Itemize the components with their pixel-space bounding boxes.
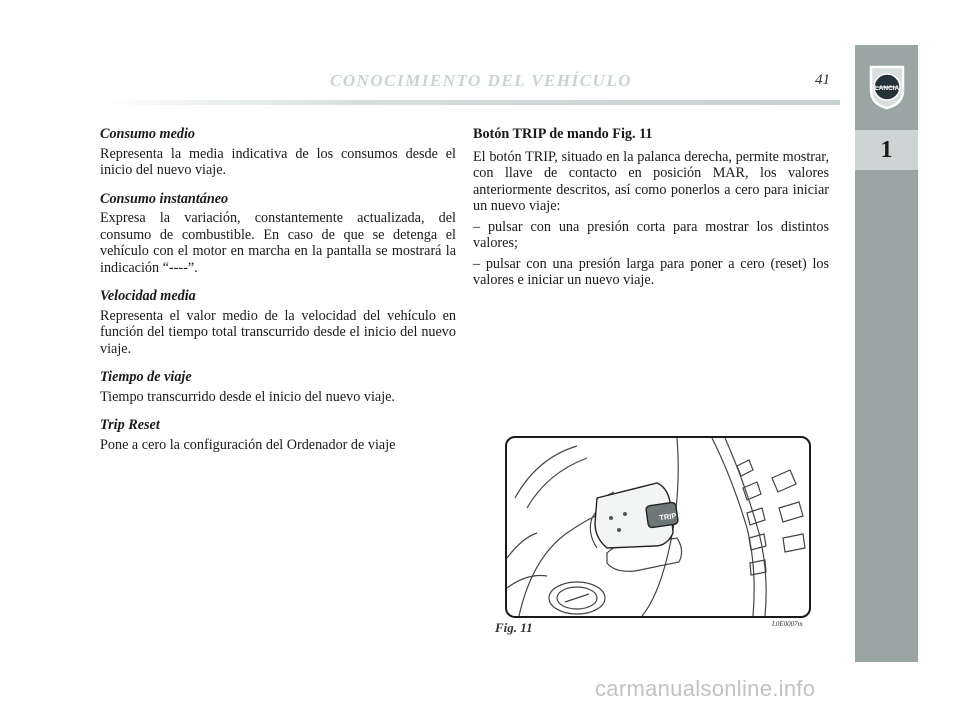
section-heading: Tiempo de viaje	[100, 369, 192, 385]
trip-stalk-drawing	[507, 438, 809, 616]
section-text: Expresa la variación, constantemente actualizada, del consumo de combustible. En caso de que se detenga el vehículo con el motor en marcha en la pantalla se mostrará la indicación “----”.	[100, 210, 456, 276]
brand-logo-box	[855, 45, 918, 128]
page-header-title: CONOCIMIENTO DEL VEHÍCULO	[330, 71, 632, 90]
section-heading: Consumo medio	[100, 126, 195, 142]
trip-button-label: TRIP	[658, 511, 677, 523]
section-trip-reset	[100, 417, 456, 453]
logo-text: LANCIA	[874, 84, 899, 92]
section-heading: Consumo instantáneo	[100, 190, 229, 207]
section-text: Representa el valor medio de la velocidad del vehículo en función del tiempo total transcurrido desde el inicio del nuevo viaje.	[100, 307, 456, 357]
trip-intro-text: El botón TRIP, situado en la palanca derecha, permite mostrar, con llave de contacto en posición MAR, los valores anteriormente descritos, así como ponerlos a cero para iniciar un nuevo viaje:	[473, 148, 829, 214]
page-number: 41	[815, 72, 830, 88]
list-item: – pulsar con una presión larga para poner a cero (reset) los valores e iniciar un nuevo viaje.	[473, 255, 829, 288]
section-consumo-medio	[100, 126, 456, 179]
figure-11-illustration	[505, 436, 811, 618]
figure-code: L0E0007m	[772, 620, 803, 628]
chapter-number-tab: 1	[855, 130, 918, 170]
figure-caption: Fig. 11	[495, 620, 533, 635]
section-consumo-instantaneo	[100, 191, 456, 277]
section-text: Tiempo transcurrido desde el inicio del nuevo viaje.	[100, 388, 395, 405]
section-tiempo-de-viaje	[100, 369, 456, 405]
lancia-logo-icon	[866, 64, 908, 110]
section-text: Pone a cero la configuración del Ordenador de viaje	[100, 436, 396, 453]
watermark: carmanualsonline.info	[595, 676, 816, 701]
section-velocidad-media	[100, 288, 456, 357]
trip-section-heading: Botón TRIP de mando Fig. 11	[473, 126, 653, 142]
right-column	[473, 126, 829, 293]
section-text: Representa la media indicativa de los consumos desde el inicio del nuevo viaje.	[100, 145, 456, 178]
left-column	[100, 126, 456, 465]
list-item: – pulsar con una presión corta para mostrar los distintos valores;	[473, 218, 829, 251]
header-rule	[100, 100, 840, 105]
section-heading: Velocidad media	[100, 288, 196, 304]
section-heading: Trip Reset	[100, 417, 160, 433]
